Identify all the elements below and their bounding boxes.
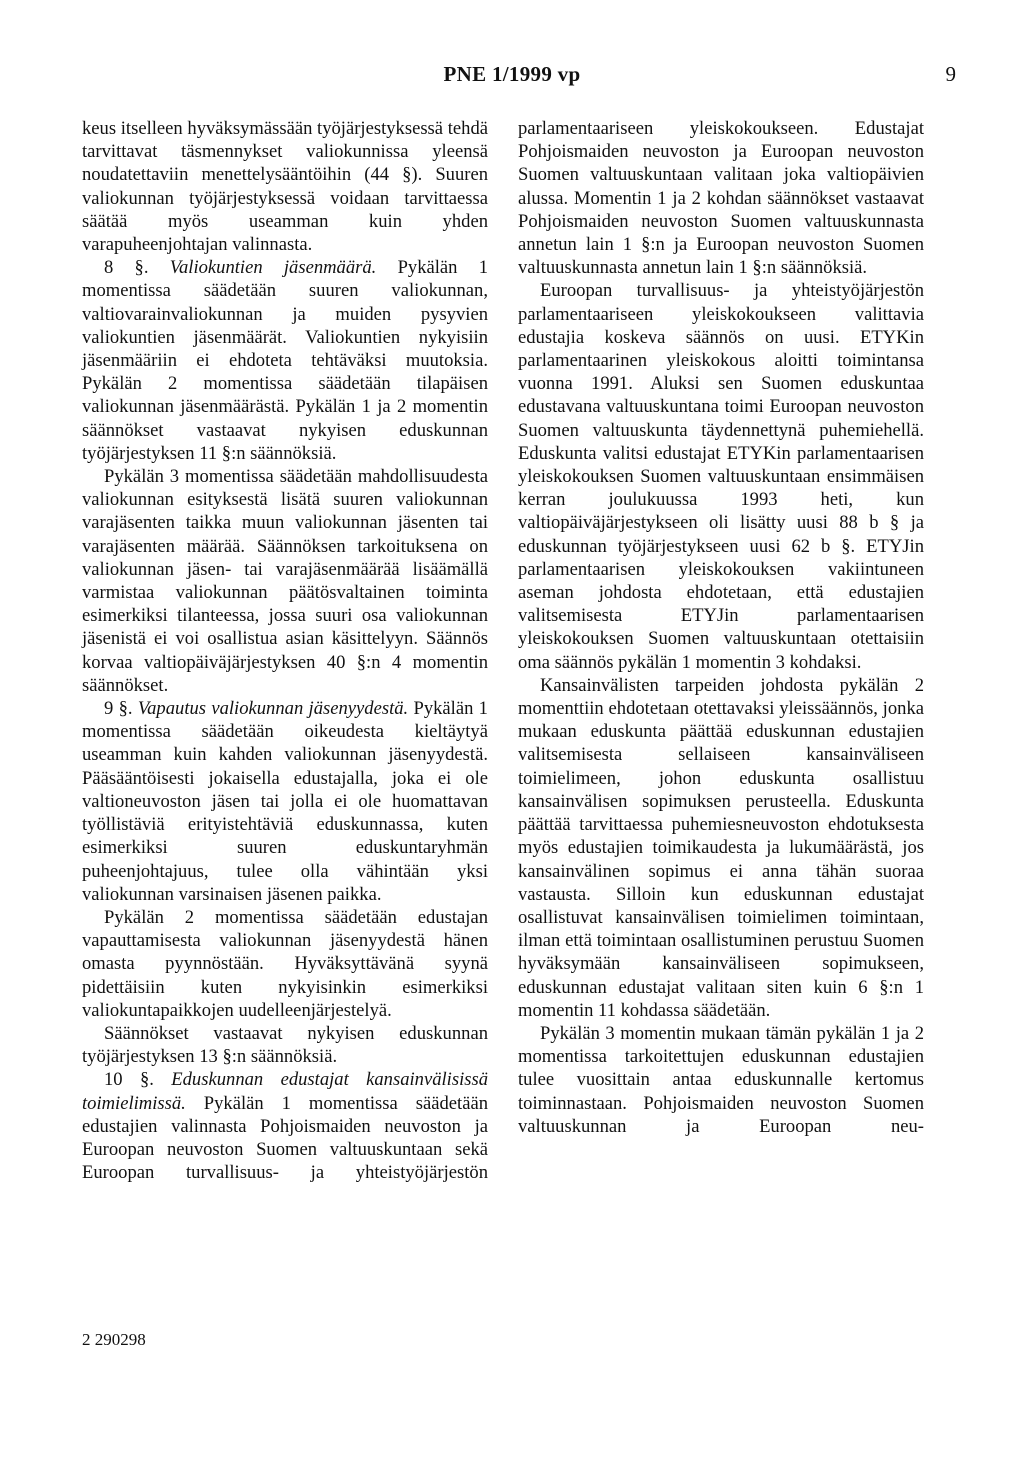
paragraph: keus itselleen hyväksymässään työjärjestyksessä tehdä tarvittavat täsmennykset valiokunnissa yleensä noudatettaviin menettelysääntöihin (44 §). Suuren valiokunnan työjärjestyksessä voidaan tarvittaessa säätää myös useamman kuin yhden varapuheenjohtajan valinnasta.	[82, 118, 488, 256]
right-column	[518, 117, 924, 1138]
section-paragraph-10	[82, 1068, 488, 1184]
section-text: Pykälän 1 momentissa säädetään edustajien valinnasta Pohjoismaiden neuvoston ja Euroopan neuvoston Suomen valtuuskuntaan sekä Euroopan turvallisuus- ja yhteistyöjärjestön	[82, 1092, 488, 1184]
running-header-title: PNE 1/1999 vp	[443, 62, 581, 86]
section-heading: Vapautus valiokunnan jäsenyydestä.	[137, 698, 409, 720]
footer-print-code: 2 290298	[82, 1330, 146, 1349]
section-text: Pykälän 1 momentissa säädetään oikeudesta kieltäytyä useamman kuin kahden valiokunnan jäsenyydestä. Pääsääntöisesti jokaisella edustajalla, joka ei ole valtioneuvoston jäsen tai jolla ei ole huomattavan työllistäviä erityistehtäviä eduskunnassa, kuten esimerkiksi suuren eduskuntaryhmän puheenjohtajuus, tulee olla vähintään yksi valiokunnan varsinaisen jäsenen paikka.	[82, 698, 488, 905]
section-heading: Eduskunnan edustajat kansainvälisissä toimielimissä.	[82, 1069, 489, 1114]
paragraph: Euroopan turvallisuus- ja yhteistyöjärjestön parlamentaariseen yleiskokoukseen valittavia edustajia koskeva säännös on uusi. ETYKin parlamentaarinen yleiskokous aloitti toimintansa vuonna 1991. Aluksi sen Suomen eduskuntaa edustavana valtuuskuntana toimi Euroopan neuvoston Suomen valtuuskunta täydennettynä puhemiehellä. Eduskunta valitsi edustajat ETYKin parlamentaarisen yleiskokouksen Suomen valtuuskuntaan ensimmäisen kerran joulukuussa 1993 heti, kun valtiopäiväjärjestykseen oli lisätty uusi 88 b § ja eduskunnan työjärjestykseen uusi 62 b §. ETYJin parlamentaarisen yleiskokouksen vakiintuneen aseman johdosta ehdotetaan, että edustajien valitsemisesta ETYJin parlamentaarisen yleiskokouksen Suomen valtuuskuntaan otettaisiin oma säännös pykälän 1 momentin 3 kohdaksi.	[518, 280, 924, 673]
section-number: 10 §.	[104, 1069, 154, 1091]
paragraph: Säännökset vastaavat nykyisen eduskunnan työjärjestyksen 13 §:n säännöksiä.	[82, 1022, 488, 1068]
section-paragraph-8	[82, 256, 488, 465]
paragraph: parlamentaariseen yleiskokoukseen. Edustajat Pohjoismaiden neuvoston ja Euroopan neuvoston Suomen valtuuskuntaan valitaan joka valtiopäivien alussa. Momentin 1 ja 2 kohdan säännökset vastaavat Pohjoismaiden neuvoston Suomen valtuuskunnasta annetun lain 1 §:n ja Euroopan neuvoston Suomen valtuuskunnasta annetun lain 1 §:n säännöksiä.	[518, 118, 924, 279]
page-number: 9	[945, 62, 956, 86]
paragraph: Pykälän 3 momentin mukaan tämän pykälän 1 ja 2 momentissa tarkoitettujen eduskunnan edustajien tulee vuosittain antaa eduskunnalle kertomus toiminnastaan. Pohjoismaiden neuvoston Suomen valtuuskunnan ja Euroopan neu-	[518, 1022, 924, 1137]
section-heading: Valiokuntien jäsenmäärä.	[169, 257, 377, 279]
section-text: Pykälän 1 momentissa säädetään suuren valiokunnan, valtiovarainvaliokunnan ja muiden pysyvien valiokuntien jäsenmäärät. Valiokuntien nykyisiin jäsenmääriin ei ehdoteta tehtäväksi muutoksia. Pykälän 2 momentissa säädetään tilapäisen valiokunnan jäsenmäärästä. Pykälän 1 ja 2 momentin säännökset vastaavat nykyisen eduskunnan työjärjestyksen 11 §:n säännöksiä.	[82, 257, 488, 464]
paragraph: Pykälän 3 momentissa säädetään mahdollisuudesta valiokunnan esityksestä lisätä suuren valiokunnan varajäsenten taikka muun valiokunnan jäsenten tai varajäsenten määrää. Säännöksen tarkoituksena on valiokunnan jäsen- tai varajäsenmäärää lisäämällä varmistaa valiokunnan päätösvaltainen toiminta esimerkiksi tilanteessa, jossa suuri osa valiokunnan jäsenistä ei voi osallistua asian käsittelyyn. Säännös korvaa valtiopäiväjärjestyksen 40 §:n 4 momentin säännökset.	[82, 466, 488, 696]
section-number: 8 §.	[104, 257, 149, 279]
section-paragraph-9	[82, 697, 488, 906]
section-number: 9 §.	[104, 698, 133, 720]
paragraph: Kansainvälisten tarpeiden johdosta pykälän 2 momenttiin ehdotetaan otettavaksi yleissäännös, jonka mukaan eduskunta päättää eduskunnan edustajien valitsemisesta sellaiseen kansainväliseen toimielimeen, johon eduskunta osallistuu kansainvälisen sopimuksen perusteella. Eduskunta päättää tarvittaessa puhemiesneuvoston ehdotuksesta myös edustajien toimikaudesta ja lukumäärästä, jos kansainvälinen sopimus ei anna tähän suoraa vastausta. Silloin kun eduskunnan edustajat osallistuvat kansainvälisen toimielimen toimintaan, ilman että toimintaan osallistuminen perustuu Suomen hyväksymään kansainväliseen sopimukseen, eduskunnan edustajat valitaan siten kuin 6 §:n 1 momentin 11 kohdassa säädetään.	[518, 674, 924, 1021]
left-column	[82, 117, 488, 1184]
paragraph: Pykälän 2 momentissa säädetään edustajan vapauttamisesta valiokunnan jäsenyydestä hänen omasta pyynnöstään. Hyväksyttävänä syynä pidettäisiin kuten nykyisinkin esimerkiksi valiokuntapaikkojen uudelleenjärjestelyä.	[82, 906, 488, 1021]
